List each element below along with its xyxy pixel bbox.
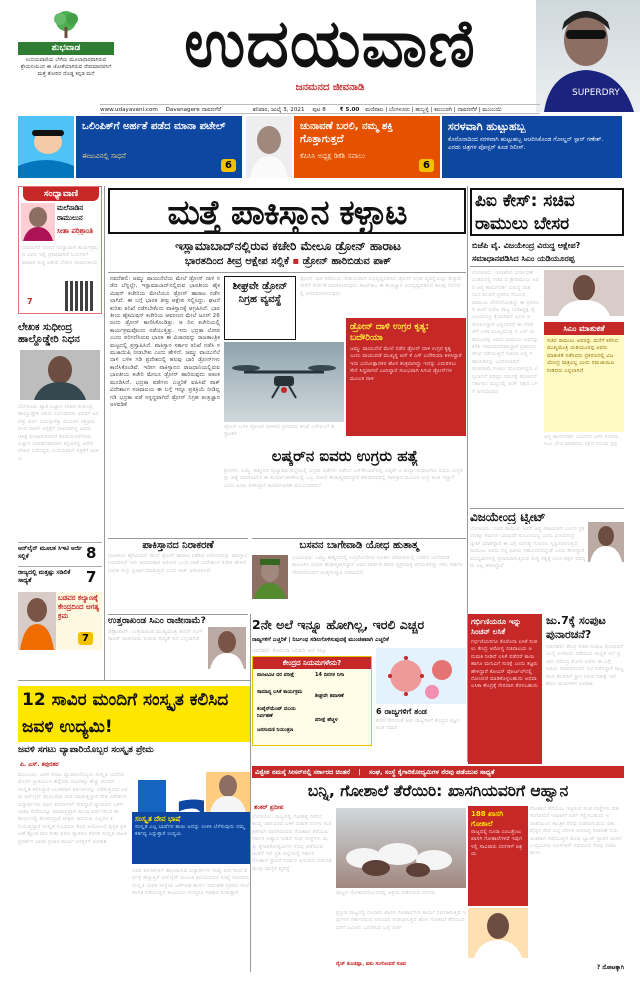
teaser-1-page[interactable]: 6 (221, 159, 236, 172)
sanskrit-quote-body: ಸಂಸ್ಕೃತ ಎಲ್ಲ ಭಾಷೆಗಳ ತಾಯಿ ಅದನ್ನು ಉಳಿಸಿ ಬೆಳೆಸುವುದು ನಮ್ಮ ಕರ್ತವ್ಯ ಎನ್ನುತ್ತಾರೆ ಉದ್ಯಮಿ (135, 824, 245, 838)
uttarakhand-body: ಡೆಹ್ರಾಡೂನ್: ಉತ್ತರಾಖಂಡ ಮುಖ್ಯಮಂತ್ರಿ ತೀರಥ್ ಸಿಂಗ್ ರಾವತ್ ರಾಜೀನಾಮೆ ನೀಡುವ ಸಾಧ್ಯತೆ ಇದೆ ಎನ್ನಲಾಗಿದೆ (108, 629, 203, 643)
teaser-2[interactable] (294, 116, 440, 178)
teaser-3-sub: ಕೊರೊನಾದಿಂದ ಸರಳವಾಗಿ ಹುಟ್ಟುಹಬ್ಬ ಆಚರಿಸಿಕೊಂಡ ಗೋಲ್ಡನ್ ಸ್ಟಾರ್ ಗಣೇಶ್‌. ಎರಡು ಚಿತ್ರಗಳ ಪೋಸ್ಟರ್ ಕೂಡ ರಿಲೀಸ್. (448, 136, 604, 151)
tree-logo-icon (52, 10, 80, 40)
lead-col-3: ಡ್ರೋನ್ ಬಳಸಿ ಸ್ಫೋಟಕ ಬೀಳಿಸಿದ ಪ್ರಕರಣದ ತನಿಖೆ ಎನ್‌ಐಎಗೆ ಹಸ್ತಾಂತರ (224, 424, 335, 438)
sanskrit-quote-box (132, 812, 250, 864)
minister-source: ನೈಜ್ ಕುಂಡಪ್ಪಾ, ಪಶು ಸಂಗೋಪನೆ ಸಚಿವ (336, 961, 407, 967)
uttarakhand-head: ಉತ್ತರಾಖಂಡ ಸಿಎಂ ರಾಜೀನಾಮೆ? (108, 616, 206, 626)
nirmala-page: 7 (78, 632, 93, 645)
left-badge-text: ಉದಯವಾಣಿಯ ಬೆಳೆಯ ಮೂಲಾಧಾರವಾಗಿರುವ ಶ್ರೇಯನಿಯಿಂದ ಈ ಜೋತೆಯಾಗಿರುವ ದೇವಮಾನವನಿಗೆ ಮತ್ತೆ ತೋರಿದ ದೊಡ್ಡ ಕನ್ನಡ ಮನೆ (20, 57, 112, 77)
teaser-1-title: ಒಲಿಂಪಿಕ್‌ಗೆ ಅರ್ಹತೆ ಪಡೆದ ಮಾನಾ ಪಟೇಲ್‌ (82, 121, 226, 132)
wave-col-1: ನವದೆಹಲಿ: ಕೊರೊನಾ ಎರಡನೇ ಅಲೆ ಇನ್ನೂ (252, 648, 327, 654)
sandhyavani-page[interactable]: 7 (27, 297, 33, 306)
nirmala-text: ಬಡವರ ಕಲ್ಯಾಣಕ್ಕೆ ಕೇಂದ್ರದಿಂದ ಅಗತ್ಯ ಕ್ರಮ (58, 594, 100, 620)
tagline-left: ವಿಶ್ವೇಶ ನಮಸ್ಕೆ ಸೀಸನ್‌ನಲ್ಲಿ ಸರ್ಕಾರದ ಚಿಂತನೆ (255, 768, 351, 776)
lead-deck-3: ಡ್ರೋನ್ ಹಾರಿಬಿಡುವ ಪಾಕ್ (302, 256, 391, 267)
sandhyavani-head: ಸಂಧ್ಯಾವಾಣಿ (23, 187, 99, 201)
nirmala-box[interactable] (18, 592, 102, 650)
sandhyavani-text: ದಾವಣಗೆರೆ ನಗರದ ಸಂಧ್ಯಾವಾಣಿ ಕಾರ್ಯಕ್ರಮದ ವಿವರ ಇಲ್ಲಿ ಪ್ರಕಟವಾಗಿದೆ ಓದುಗರಿಗೆ ಮಾಹಿತಿ ಸುದ್ದಿ ವಿಶೇಷ ಲೇಖನ ಸಂಪಾದಕೀಯ (22, 245, 98, 266)
brief-2-text: ರಾಜ್ಯದಲ್ಲಿ ಮತ್ತಷ್ಟು ಸಡಿಲಿಕೆ ಸಾಧ್ಯತೆ (18, 569, 71, 584)
uttarakhand (108, 614, 248, 670)
pia-headline: ಪಿಐ ಕೇಸ್: ಸಚಿವ ರಾಮುಲು ಬೇಸರ (470, 188, 624, 236)
sandhyavani-name: ಸೀತಾ ಪರಿಶ್ರಾಂತಿ (57, 227, 93, 235)
drone-box-text: ಶೀಘ್ರವೇ ಡ್ರೋನ್ ನಿಗ್ರಹ ವ್ಯವಸ್ಥೆ (232, 281, 288, 305)
page-count: ಪುಟ 8 (312, 107, 326, 113)
brief-1-text: ಆನ್‌ಲೈನ್ ಮೂಲಕ ಸಿಇಟಿ ಅರ್ಜಿ ಸಲ್ಲಿಕೆ (18, 545, 83, 560)
basava-head: ಬಸವನ ಬಾಗೇವಾಡಿ ಯೋಧ ಹುತಾತ್ಮ (299, 540, 419, 551)
cow-caption: ರಾಜ್ಯದ ಗೋಶಾಲೆಯೊಂದರಲ್ಲಿ ಆಶ್ರಯ ಪಡೆದಿರುವ ದನಗಳು (336, 890, 436, 896)
vijayendra-head: ವಿಜಯೇಂದ್ರ ಟ್ವೀಟ್ (470, 508, 624, 524)
obituary (18, 322, 102, 540)
site-url[interactable]: www.udayavani.com (100, 107, 158, 113)
sanskrit-headline: 12 ಸಾವಿರ ಮಂದಿಗೆ ಸಂಸ್ಕೃತ ಕಲಿಸಿದ ಜವಳಿ ಉದ್ಯಮಿ! (18, 686, 250, 742)
goshala-col-3: ಗೋಶಾಲೆ ತೆರೆಯಲು ಇಚ್ಛಿಸುವ ಸಂಘ ಸಂಸ್ಥೆಗಳು ಪಶು ಸಂಗೋಪನೆ ಇಲಾಖೆಗೆ ಅರ್ಜಿ ಸಲ್ಲಿಸಬಹುದು ಇಲಾಖೆಯಿಂದ ತಾಂತ್ರಿಕ ನೆರವು ನೀಡಲಾಗುವುದು ಪಶು ವೈದ್ಯರ ಸೇವೆ ಲಭ್ಯ ದನಗಳ ಆರೋಗ್ಯ ತಪಾಸಣೆ ನಿಯಮಿತವಾಗಿ ನಡೆಯುತ್ತದೆ ಮೇವು ಬ್ಯಾಂಕ್ ಸ್ಥಾಪನೆ ಚಿಂತನೆ ಉದ್ಯಮಿಗಳು ಸಿಎಸ್‌ಆರ್ ನಿಧಿಯಿಂದ ನೆರವು ನೀಡಬಹುದು (530, 806, 623, 857)
mini7-box (546, 614, 624, 764)
goshala-continued[interactable]: ? ನೋಟಕ್ಕಾಗಿ (596, 964, 624, 971)
wave-deck: ರಾಜ್ಯಗಳಿಗೆ ಎಚ್ಚರಿಕೆ | ನಿರ್ಬಂಧ ಸಡಿಲಗೊಳಿಸುವುದಕ್ಕೆ ಮುಂಚಿತವಾಗಿ ಎಚ್ಚರಿಕೆ (252, 637, 389, 643)
edition: Davanagere ದಾವಣಗೆರೆ (165, 107, 222, 113)
mini7-head: ಜು.7ಕ್ಕೆ ಸಂಪುಟ ಪುನಾರಚನೆ? (546, 614, 606, 641)
pia-deck-2: ಸಮಾಧಾನಪಡಿಸಿದ ಸಿಎಂ ಯಡಿಯೂರಪ್ಪ (472, 254, 575, 263)
drone-photo (224, 342, 344, 422)
state-team-head: 6 ರಾಜ್ಯಗಳಿಗೆ ತಂಡ (376, 707, 427, 716)
lead-col-1: ನವದೆಹಲಿ: ಜಮ್ಮು ವಾಯುನೆಲೆಯ ಮೇಲೆ ಡ್ರೋನ್ ದಾಳಿ ನಡೆದ ಬೆನ್ನಲ್ಲೇ, ಇಸ್ಲಾಮಾಬಾದ್‌ನಲ್ಲಿರುವ ಭಾರತೀಯ ಹೈಕಮಿಷನ್ ಕಚೇರಿಯ ಮೇಲೆಯೂ ಡ್ರೋನ್ ಹಾರಾಟ ನಡೆಸಲಾಗಿದೆ. ಈ ಬಗ್ಗೆ ಭಾರತ ತೀವ್ರ ಆಕ್ಷೇಪ ಸಲ್ಲಿಸಿದ್ದು, ಘಟನೆ ಕುರಿತು ತನಿಖೆ ನಡೆಸಬೇಕೆಂದು ಪಾಕಿಸ್ತಾನಕ್ಕೆ ಆಗ್ರಹಿಸಿದೆ. ಭಾರತೀಯ ಹೈಕಮಿಷನ್ ಕಚೇರಿಯ ಆವರಣದ ಮೇಲೆ ಜೂನ್ 26ರಂದು ಡ್ರೋನ್ ಕಾಣಿಸಿಕೊಂಡಿತ್ತು. ಆ ದಿನ ಕಚೇರಿಯಲ್ಲಿ ಕಾರ್ಯಕ್ರಮವೊಂದು ನಡೆಯುತ್ತಿತ್ತು. ಇದು ಭದ್ರತಾ ಲೋಪ ಎಂದು ಪರಿಗಣಿಸಿರುವ ಭಾರತ ಈ ವಿಚಾರವನ್ನು ರಾಜತಾಂತ್ರಿಕ ಮಟ್ಟದಲ್ಲಿ ಪ್ರಸ್ತಾಪಿಸಿದೆ. ಪಾಕಿಸ್ತಾನ ಸರ್ಕಾರ ತನಿಖೆ ನಡೆಸಿ ಸಮಜಾಯಿಷಿ ನೀಡಬೇಕು ಎಂದು ಹೇಳಿದೆ. ಜಮ್ಮು ವಾಯುನೆಲೆ ದಾಳಿ ಬಳಿಕ ಗಡಿ ಪ್ರದೇಶದಲ್ಲಿ ಹಲವು ಬಾರಿ ಡ್ರೋನ್‌ಗಳು ಕಾಣಿಸಿಕೊಂಡಿವೆ. ಇದೀಗ ಪಾಕಿಸ್ತಾನದ ರಾಜಧಾನಿಯಲ್ಲಿರುವ ಭಾರತೀಯ ಕಚೇರಿ ಮೇಲೂ ಡ್ರೋನ್ ಹಾರಿರುವುದು ಆತಂಕ ಮೂಡಿಸಿದೆ. ಭದ್ರತಾ ಪಡೆಗಳು ಎಚ್ಚರಿಕೆ ವಹಿಸಿವೆ ಪಾಕ್ ವಿದೇಶಾಂಗ ಸಚಿವಾಲಯ ಈ ಬಗ್ಗೆ ಇನ್ನೂ ಪ್ರತಿಕ್ರಿಯೆ ನೀಡಿಲ್ಲ ಗಡಿ ಭದ್ರತಾ ಪಡೆ ಸನ್ನದ್ಧವಾಗಿದೆ ಡ್ರೋನ್ ನಿಗ್ರಹ ತಂತ್ರಜ್ಞಾನ ಅಳವಡಿಕೆ (110, 276, 220, 408)
teaser-swimmer-photo (18, 116, 74, 178)
sanskrit-col-2: ಅವರ ತರಗತಿಗಳಿಗೆ ಹಾಜರಾಗುವ ವಿದ್ಯಾರ್ಥಿಗಳ ಸಂಖ್ಯೆ ವರ್ಷದಿಂದ ವರ್ಷಕ್ಕೆ ಹೆಚ್ಚುತ್ತಿದೆ ಆನ್‌ಲೈನ್ ಮೂಲಕ ಕಲಿಯುವವರ ಸಂಖ್ಯೆ ಸಾವಿರಾರು ಸಂಸ್ಕೃತ ಭಾರತಿ ಸಂಸ್ಥೆಯ ಜತೆಗೂಡಿ ಕಾರ್ಯ ನಿರ್ವಹಣೆ ಪ್ರತಿದಿನ ಸಂಜೆ ತರಗತಿ ನಡೆಯುತ್ತದೆ ಕುಟುಂಬದ ಸದಸ್ಯರೂ ಸಹಕಾರ ನೀಡುತ್ತಾರೆ (132, 868, 250, 897)
pregnant-body: ಗರ್ಭಿಣಿಯರಿಗೂ ಕೊರೊನಾ ಲಸಿಕೆ ನೀಡಲು ಕೇಂದ್ರ ಆರೋಗ್ಯ ಸಚಿವಾಲಯ ಅನುಮತಿ ನೀಡಿದೆ ಲಸಿಕೆ ಪಡೆದರೆ ತಾಯಿ ಹಾಗೂ ಮಗುವಿಗೆ ಸುರಕ್ಷೆ ಎಂದು ತಜ್ಞರು ಹೇಳಿದ್ದಾರೆ ಕೋವಿನ್ ಪೋರ್ಟಲ್‌ನಲ್ಲಿ ನೋಂದಣಿ ಮಾಡಿಕೊಳ್ಳಬಹುದು ಅಥವಾ ಲಸಿಕಾ ಕೇಂದ್ರಕ್ಕೆ ನೇರವಾಗಿ ತೆರಳಬಹುದು (471, 639, 539, 690)
lead-deck-row: ಭಾರತದಿಂದ ತೀವ್ರ ಆಕ್ಷೇಪ ಸಲ್ಲಿಕೆ ▪ ಡ್ರೋನ್ ಹಾರಿಬಿಡುವ ಪಾಕ್ (185, 256, 391, 267)
pregnant-head: ಗರ್ಭಿಣಿಯರೂ ಇನ್ನು ಸಿಂಚನ್ ಲಸಿಕೆ (471, 617, 522, 636)
rules-item-2: ಕಂಟೈನ್‌ಮೆಂಟ್ ವಲಯ ನಿರ್ವಹಣೆ (257, 706, 296, 719)
red-box (346, 318, 466, 436)
tagline-right: ಸಂಘ, ಸಂಸ್ಥೆ ಕೈಗಾರಿಕೋದ್ಯಮಿಗಳ ನೆರವು ಪಡೆಯುವ ಸಾಧ್ಯತೆ (368, 768, 495, 776)
red-box-body: ಜಮ್ಮು ವಾಯುನೆಲೆ ಮೇಲೆ ನಡೆದ ಡ್ರೋನ್ ದಾಳಿ ಉಗ್ರರ ಕೃತ್ಯ ಎಂದು ವಾಯುಪಡೆ ಮುಖ್ಯಸ್ಥ ಆರ್ ಕೆ ಎಸ್ ಬದೌರಿಯಾ ತಿಳಿಸಿದ್ದಾರೆ ಇದು ಭಯೋತ್ಪಾದಕರ ಹೊಸ ತಂತ್ರವಾಗಿದ್ದು ಇದನ್ನು ಎದುರಿಸಲು ಸೇನೆ ಸಿದ್ಧವಾಗಿದೆ ಎಂದಿದ್ದಾರೆ ಸುಲಭವಾಗಿ ಸಿಗುವ ಡ್ರೋನ್‌ಗಳ ಮೂಲಕ ದಾಳಿ (350, 346, 462, 382)
teaser-3-title: ಸರಳವಾಗಿ ಹುಟ್ಟುಹಬ್ಬ (448, 120, 526, 133)
svg-text:SUPERDRY: SUPERDRY (572, 88, 620, 98)
sandhyavani-box (18, 186, 102, 314)
pak-nirakarane-head: ಪಾಕಿಸ್ತಾನದ ನಿರಾಕರಣೆ (142, 540, 214, 551)
pia-col-3: ಆಪ್ತ ಕಾರ್ಯದರ್ಶಿ ಬಂಧನದ ಬಳಿಕ ಸಚಿವರು ಸಿಎಂ ಭೇಟಿ ಮಾಡಿದರು ಪಕ್ಷದ ನಿಲುವು ಸ್ಪಷ್ಟ (544, 434, 619, 448)
sanskrit-col-1: ಮುಂಬಯಿ: ಜವಳಿ ಸಗಟು ವ್ಯಾಪಾರಿಯೊಬ್ಬರು ಸಂಸ್ಕೃತ ಭಾಷೆಯ ಮೇಲಿನ ಪ್ರೀತಿಯಿಂದ ಹನ್ನೆರಡು ಸಾವಿರಕ್ಕೂ ಹೆಚ್ಚು ಮಂದಿಗೆ ಸಂಸ್ಕೃತ ಕಲಿಸಿದ್ದಾರೆ ಉಚಿತವಾಗಿ ತರಗತಿಗಳನ್ನು ನಡೆಸುತ್ತಿರುವ ಅವರು ಆನ್‌ಲೈನ್ ಮೂಲಕವೂ ಪಾಠ ಮಾಡುತ್ತಿದ್ದಾರೆ ದೇಶ ವಿದೇಶಗಳ ವಿದ್ಯಾರ್ಥಿಗಳು ಅವರ ತರಗತಿಗಳಿಗೆ ಸೇರಿದ್ದಾರೆ ವ್ಯಾಪಾರದ ಜತೆಗೆ ಭಾಷಾ ಸೇವೆಯನ್ನೂ ಮಾಡುತ್ತಿದ್ದಾರೆ ಹಲವು ವರ್ಷಗಳಿಂದ ಈ ಕಾರ್ಯದಲ್ಲಿ ತೊಡಗಿದ್ದಾರೆ ಮಕ್ಕಳು ಹಿರಿಯರು ಎಲ್ಲರೂ ಕಲಿಯುತ್ತಿದ್ದಾರೆ ಸಂಸ್ಕೃತ ಸಂಭಾಷಣ ಶಿಬಿರ ಆಯೋಜನೆ ಪುಸ್ತಕ ಪ್ರಕಟಣೆ ಶ್ಲೋಕ ಪಾಠ ಗೀತಾ ಪಠಣ ವ್ಯಾಕರಣ ತರಗತಿ ಸಂಸ್ಕೃತ ನಾಟಕ ಪ್ರದರ್ಶನ ಭಾಷಾ ಪ್ರಚಾರ ಕಾರ್ಯ ಆಸಕ್ತರಿಗೆ ಅವಕಾಶ (18, 772, 128, 845)
cm-box (544, 322, 624, 432)
masthead-title: ಉದಯವಾಣಿ (184, 4, 476, 82)
brief-2[interactable] (18, 566, 102, 588)
goshala-col-2: ಪ್ರಸ್ತುತ ರಾಜ್ಯದಲ್ಲಿ ನೂರಾರು ಖಾಸಗಿ ಗೋಶಾಲೆಗಳು ಕಾರ್ಯ ನಿರ್ವಹಿಸುತ್ತಿವೆ ಇವುಗಳಿಗೆ ಸರ್ಕಾರದಿಂದ ಅನುದಾನ ನೀಡಲಾಗುತ್ತಿದೆ ಹೊಸ ಗೋಶಾಲೆ ತೆರೆಯುವವರಿಗೆ ಜಮೀನು ಒದಗಿಸುವ ಬಗ್ಗೆ ಚರ್ಚೆ (336, 910, 466, 931)
dateline (100, 104, 540, 114)
vijayendra-body: ಬೆಂಗಳೂರು: ಸಚಿವ ರಾಮುಲು ಅವರ ಆಪ್ತ ಸಹಾಯಕನ ಬಂಧನ ಪ್ರಕರಣಕ್ಕೂ ತಮಗೂ ಯಾವುದೇ ಸಂಬಂಧವಿಲ್ಲ ಎಂದು ವಿಜಯೇಂದ್ರ ಟ್ವೀಟ್ ಮಾಡಿದ್ದಾರೆ ಈ ಬಗ್ಗೆ ಅನಗತ್ಯ ಗೊಂದಲ ಸೃಷ್ಟಿಸಲಾಗುತ್ತಿದೆ ರಾಮುಲು ಅವರು ನನ್ನ ಹಿರಿಯ ಸಹೋದರರಿದ್ದಂತೆ ಎಂದು ಹೇಳಿದ್ದಾರೆ ಮಾಧ್ಯಮಗಳಲ್ಲಿ ಪ್ರಸಾರವಾಗುತ್ತಿರುವ ಸುದ್ದಿ ಸತ್ಯಕ್ಕೆ ದೂರ ಪಕ್ಷದ ವರಿಷ್ಠರು ಎಲ್ಲ ತಿಳಿದಿದ್ದಾರೆ (470, 526, 586, 570)
cow-photo (336, 808, 466, 888)
rules-box (252, 656, 372, 746)
masthead (0, 0, 640, 118)
teaser-2-photo (246, 116, 292, 178)
lashkar-body: ಶ್ರೀನಗರ: ಜಮ್ಮು ಕಾಶ್ಮೀರದ ಪುಲ್ವಾಮಾ ಜಿಲ್ಲೆಯಲ್ಲಿ ಭದ್ರತಾ ಪಡೆಗಳು ನಡೆಸಿದ ಎನ್‌ಕೌಂಟರ್‌ನಲ್ಲಿ ಲಷ್ಕರ್ ಎ ತಯ್ಬಾ ಸಂಘಟನೆಯ ಐವರು ಉಗ್ರರನ್ನು ಹತ್ಯೆ ಮಾಡಲಾಗಿದೆ ಈ ಕಾರ್ಯಾಚರಣೆಯಲ್ಲಿ ಒಬ್ಬ ಯೋಧ ಹುತಾತ್ಮರಾಗಿದ್ದಾರೆ ಹತರಾದವರಲ್ಲಿ ಪಾಕಿಸ್ತಾನ ಮೂಲದ ಉಗ್ರ ಕೂಡ ಇದ್ದಾನೆ ಎಂದು ಐಜಿಪಿ ತಿಳಿಸಿದ್ದಾರೆ ಕಾರ್ಯಾಚರಣೆ ಮುಂದುವರಿದಿದೆ (224, 468, 463, 489)
brief-2-page: 7 (86, 568, 97, 586)
left-badge-label: ಶುಭವಾಡ (18, 42, 114, 55)
rules-item-4: 14 ದಿನಗಳ ನಿಗಾ (315, 672, 345, 678)
sanskrit-quote-head: ಸಂಸ್ಕೃತ ದೇವ ಭಾಷೆ (135, 815, 181, 823)
goshala-byline: ಶಂಕರ್ ಪ್ರದೀಪ (254, 804, 284, 811)
hero-photo (536, 0, 640, 112)
rules-item-6: ಪರೀಕ್ಷೆ ಹೆಚ್ಚಳ (315, 717, 338, 723)
issue-date: ಶನಿವಾರ, ಜುಲೈ 3, 2021 (252, 107, 305, 113)
cm-box-body: ಸಚಿವ ರಾಮುಲು ಅವರನ್ನು ಮನೆಗೆ ಕರೆಸಿದ ಮುಖ್ಯಮಂತ್ರಿ ಯಡಿಯೂರಪ್ಪ ಅವರು ಮಾತುಕತೆ ನಡೆಸಿದರು ಪ್ರಕರಣದಲ್ಲಿ ವಿಜಯೇಂದ್ರ ಪಾತ್ರವಿಲ್ಲ ಎಂದು ಸಮಜಾಯಿಷಿ ನೀಡಿದರು ಎನ್ನಲಾಗಿದೆ (547, 338, 619, 374)
goshala-box-head: 188 ಖಾಸಗಿ ಗೋಶಾಲೆ (471, 810, 504, 828)
obituary-headline: ಲೇಖಕ ಸುಧೀಂದ್ರ ಹಾಲ್ದೊಡ್ಡೇರಿ ನಿಧನ (18, 322, 80, 345)
tagline-bar: ವಿಶ್ವೇಶ ನಮಸ್ಕೆ ಸೀಸನ್‌ನಲ್ಲಿ ಸರ್ಕಾರದ ಚಿಂತನೆ | ಸಂಘ, ಸಂಸ್ಥೆ ಕೈಗಾರಿಕೋದ್ಯಮಿಗಳ ನೆರವು ಪಡೆಯುವ ಸಾಧ್ಯತೆ (252, 766, 624, 778)
pak-nirakarane-body: ಭಾರತೀಯ ಹೈಕಮಿಷನ್ ಮೇಲೆ ಡ್ರೋನ್ ಹಾರಾಟ ನಡೆಸಿದ ಆರೋಪವನ್ನು ಪಾಕಿಸ್ತಾನ ನಿರಾಕರಿಸಿದೆ ಇದು ಆಧಾರರಹಿತ ಆರೋಪ ಎಂದು ಪಾಕ್ ವಿದೇಶಾಂಗ ಕಚೇರಿ ಹೇಳಿದೆ ಭಾರತ ಸುಳ್ಳು ಪ್ರಚಾರ ಮಾಡುತ್ತಿದೆ ಎಂದು ಪಾಕ್ ಆರೋಪಿಸಿದೆ (108, 553, 248, 574)
ramulu-photo (544, 270, 624, 316)
minister-photo (468, 908, 528, 958)
cm-box-head: ಸಿಎಂ ಮಾತುಕತೆ (544, 322, 624, 335)
pia-col-1: ಬೆಂಗಳೂರು: ಇಲಾಖೆಯ ವರ್ಗಾವಣೆ ವಿಚಾರದಲ್ಲಿ ಸಚಿವ ಬಿ ಶ್ರೀರಾಮುಲು ಅವರ ಆಪ್ತ ಕಾರ್ಯದರ್ಶಿ ವಿರುದ್ಧ ದಾಖಲಾದ ವಂಚನೆ ಪ್ರಕರಣ ಸಂಬಂಧ ರಾಮುಲು ಬೇಸರಗೊಂಡಿದ್ದು ಈ ಪ್ರಕರಣದ ಹಿಂದೆ ಬಿಜೆಪಿ ರಾಜ್ಯ ಉಪಾಧ್ಯಕ್ಷ ವೈ ವಿಜಯೇಂದ್ರ ಕೈವಾಡವಿದೆ ಎಂದು ಆರೋಪಿಸಿದ್ದಾರೆ ಎನ್ನಲಾಗಿದೆ ಈ ಬೆಳವಣಿಗೆ ಬಳಿಕ ಮುಖ್ಯಮಂತ್ರಿ ಬಿ ಎಸ್ ಯಡಿಯೂರಪ್ಪ ಅವರು ರಾಮುಲು ಅವರನ್ನು ಕರೆಸಿ ಸಮಾಧಾನಪಡಿಸಿದ್ದಾರೆ ಪ್ರಕರಣದ ತನಿಖೆ ನಡೆಯುತ್ತಿದೆ ಸಚಿವರ ಆಪ್ತ ಸಹಾಯಕನನ್ನು ಬಂಧಿಸಲಾಗಿದೆ ರಾಜೀನಾಮೆ ನೀಡಲು ಮುಂದಾಗಿದ್ದರು ಎನ್ನಲಾಗಿದೆ ವರಿಷ್ಠರ ಗಮನಕ್ಕೆ ತರಲಾಗಿದೆ ಸರ್ಕಾರದ ಮಟ್ಟದಲ್ಲಿ ಚರ್ಚೆ ಪಕ್ಷದ ಒಳಗೆ ಅಸಮಾಧಾನ (472, 270, 540, 395)
left-badge-box (18, 10, 114, 110)
goshala-col-1: ಬೆಂಗಳೂರು: ರಾಜ್ಯದಲ್ಲಿ ಗೋಹತ್ಯೆ ನಿಷೇಧ ಕಾಯ್ದೆ ಜಾರಿಯಾದ ಬಳಿಕ ಬಿಡಾಡಿ ದನಗಳ ಸಂರಕ್ಷಣೆಗಾಗಿ ಖಾಸಗಿಯವರು ಗೋಶಾಲೆ ತೆರೆಯಲು ಸರ್ಕಾರ ಆಹ್ವಾನ ನೀಡಿದೆ ಸಂಘ ಸಂಸ್ಥೆಗಳು ಮತ್ತು ಕೈಗಾರಿಕೋದ್ಯಮಿಗಳ ನೆರವು ಪಡೆಯುವ ಚಿಂತನೆ ಇದೆ ಪ್ರತಿ ಜಿಲ್ಲೆಯಲ್ಲಿ ಸರ್ಕಾರಿ ಗೋಶಾಲೆ ಸ್ಥಾಪನೆ ನಿರ್ಧಾರ ಅನುದಾನ ಬಿಡುಗಡೆ ಮೇವು ಪೂರೈಕೆ ವ್ಯವಸ್ಥೆ (252, 814, 332, 872)
rules-item-5: ಶೀಘ್ರವೇ ತಪಾಸಣೆ (315, 693, 344, 699)
rules-item-0: ಪಾಸಿಟಿವಿಟಿ ದರ ಪರೀಕ್ಷೆ (257, 672, 295, 678)
uttarakhand-photo (208, 627, 246, 669)
teaser-2-sub: ಕೆಪಿಸಿಸಿ ಅಧ್ಯಕ್ಷ ಡಿಕೆಶಿ ಸವಾಲು (300, 152, 366, 160)
teaser-2-title: ಚುನಾವಣೆ ಬರಲಿ, ನಮ್ಮ ಶಕ್ತಿ ಗೊತ್ತಾಗುತ್ತದೆ (300, 121, 393, 145)
virus-photo (376, 648, 466, 704)
rules-item-1: ಸಾಮಾನ್ಯ ಲಸಿಕೆ ಕಾರ್ಯಕ್ರಮ (257, 689, 303, 695)
red-box-head: ಡ್ರೋನ್‌ ದಾಳಿ ಉಗ್ರರ ಕೃತ್ಯ: ಬದೌರಿಯಾ (350, 322, 430, 343)
wave-headline: 2ನೇ ಅಲೆ ಇನ್ನೂ ಹೋಗಿಲ್ಲ, ಇರಲಿ ಎಚ್ಚರ (252, 617, 425, 632)
teaser-3[interactable] (442, 116, 622, 178)
lashkar-headline: ಲಷ್ಕರ್‌ನ ಐವರು ಉಗ್ರರು ಹತ್ಯೆ (271, 447, 419, 465)
state-team-body: ಕೇರಳ ಸೇರಿದಂತೆ ಆರು ರಾಜ್ಯಗಳಿಗೆ ಕೇಂದ್ರದ ತಜ್ಞರ ತಂಡ ರವಾನೆ (376, 718, 460, 732)
lead-col-2: ಡ್ರೋನ್ ದಾಳಿ ತಡೆಯಲು ದೇಶೀಯವಾಗಿ ಅಭಿವೃದ್ಧಿಪಡಿಸಿದ ಡ್ರೋನ್ ನಿಗ್ರಹ ವ್ಯವಸ್ಥೆಯನ್ನು ಶೀಘ್ರವೇ ಸೇನೆಗೆ ಸೇರ್ಪಡೆ ಮಾಡಲಾಗುವುದು ಡಿಆರ್‌ಡಿಒ ಈ ತಂತ್ರಜ್ಞಾನ ಅಭಿವೃದ್ಧಿಪಡಿಸಿದೆ ಹಲವು ನೆಲೆಗಳಲ್ಲಿ ಅಳವಡಿಸಲಾಗುವುದು (300, 276, 462, 297)
drone-box-label (224, 276, 296, 340)
sanskrit-deck: ಜವಳಿ ಸಗಟು ವ್ಯಾಪಾರಿಯೊಬ್ಬರ ಸಂಸ್ಕೃತ ಪ್ರೇಮ (18, 745, 154, 755)
basava-body: ವಿಜಯಪುರ: ಜಮ್ಮು ಕಾಶ್ಮೀರದಲ್ಲಿ ಉಗ್ರರೊಂದಿಗಿನ ಗುಂಡಿನ ಚಕಮಕಿಯಲ್ಲಿ ಬಸವನ ಬಾಗೇವಾಡಿ ತಾಲೂಕಿನ ಯೋಧ ಹುತಾತ್ಮರಾಗಿದ್ದಾರೆ ಅವರ ಪಾರ್ಥಿವ ಶರೀರ ಸ್ವಗ್ರಾಮಕ್ಕೆ ಆಗಮಿಸಲಿದ್ದು ಸಕಲ ಸರ್ಕಾರಿ ಗೌರವದೊಂದಿಗೆ ಅಂತ್ಯಸಂಸ್ಕಾರ ನಡೆಯಲಿದೆ (292, 555, 463, 576)
goshala-box-body: ರಾಜ್ಯದಲ್ಲಿ ನೂರಾ ಎಂಬತ್ತೆಂಟು ಖಾಸಗಿ ಗೋಶಾಲೆಗಳಿವೆ ಇವುಗಳಲ್ಲಿ ಸಾವಿರಾರು ದನಗಳಿಗೆ ಆಶ್ರಯ (471, 829, 523, 858)
lead-deck-2: ಭಾರತದಿಂದ ತೀವ್ರ ಆಕ್ಷೇಪ ಸಲ್ಲಿಕೆ (185, 256, 289, 267)
mini7-body: ನವದೆಹಲಿ: ಕೇಂದ್ರ ಸಚಿವ ಸಂಪುಟ ಪುನಾರಚನೆ ಜುಲೈ ಏಳರಂದು ನಡೆಯುವ ಸಾಧ್ಯತೆ ಇದೆ ಪ್ರಧಾನಿ ನರೇಂದ್ರ ಮೋದಿ ಅವರು ಈ ಬಗ್ಗೆ ಹಿರಿಯ ಸಚಿವರೊಂದಿಗೆ ಸಭೆ ನಡೆಸಿದ್ದಾರೆ ರಾಜ್ಯದಿಂದ ಕೆಲವರಿಗೆ ಸ್ಥಾನ ಸಿಗುವ ನಿರೀಕ್ಷೆ ಇದೆ ಹೊಸ ಮುಖಗಳಿಗೆ ಅವಕಾಶ (546, 644, 624, 688)
goshala-box (468, 806, 528, 906)
nirmala-photo (18, 592, 56, 650)
masthead-tagline: ಜನಮನದ ಜೀವನಾಡಿ (295, 82, 365, 93)
sandhyavani-col1: ಮಲೆನಾಡಿನ (57, 204, 84, 212)
obituary-photo (20, 350, 100, 400)
brief-1-page: 8 (86, 544, 97, 562)
sanskrit-photo (206, 772, 250, 812)
goshala-headline: ಬನ್ನಿ, ಗೋಶಾಲೆ ತೆರೆಯಿರಿ: ಖಾಸಗಿಯವರಿಗೆ ಆಹ್ವಾನ (307, 782, 569, 800)
obituary-body: ಬೆಂಗಳೂರು ಖ್ಯಾತ ವಿಜ್ಞಾನ ಲೇಖಕ ಸುಧೀಂದ್ರ ಹಾಲ್ದೊಡ್ಡೇರಿ ಅವರು ನಿಧನರಾದರು ಅವರಿಗೆ ಅರವತ್ತು ವರ್ಷ ವಯಸ್ಸಾಗಿತ್ತು ಮೆದುಳಿನ ರಕ್ತಸ್ರಾವದಿಂದ ಖಾಸಗಿ ಆಸ್ಪತ್ರೆಗೆ ದಾಖಲಾಗಿದ್ದ ಅವರು ಚಿಕಿತ್ಸೆ ಫಲಕಾರಿಯಾಗದೆ ಕೊನೆಯುಸಿರೆಳೆದರು ವಿಜ್ಞಾನ ಸಂವಹನಕಾರರಾಗಿ ಕನ್ನಡದಲ್ಲಿ ಅನೇಕ ಲೇಖನ ಬರೆದಿದ್ದರು ಉದಯವಾಣಿ ಪತ್ರಿಕೆಗೆ ಅಂಕಣ (18, 404, 99, 462)
teaser-1-sub: ಈಜುವಿನಲ್ಲಿ ಸಾಧನೆ (82, 152, 126, 160)
sandhyavani-col2: ರಾಮುಲುನ (57, 214, 83, 222)
rules-box-head: ಕೇಂದ್ರದ ನಿಯಮಗಳೇನು? (253, 657, 371, 669)
edition-cities: ಮಣಿಪಾಲ | ಬೆಂಗಳೂರು | ಹುಬ್ಬಳ್ಳಿ | ಕಲಬುರಗಿ | ದಾವಣಗೆರೆ | ಮುಂಬಯಿ (365, 107, 502, 113)
soldier-photo (252, 555, 288, 599)
rules-item-3: ಜನಸಂದಣಿ ನಿಯಂತ್ರಣ (257, 727, 294, 733)
teaser-1[interactable] (76, 116, 242, 178)
teaser-bar (18, 116, 622, 178)
vijayendra-photo (588, 522, 624, 562)
brief-1[interactable] (18, 542, 102, 564)
qr-code-icon[interactable] (65, 281, 95, 311)
lead-deck-1: ಇಸ್ಲಾಮಾಬಾದ್‌ನಲ್ಲಿರುವ ಕಚೇರಿ ಮೇಲೂ ಡ್ರೋನ್‌ ಹಾರಾಟ (175, 239, 401, 253)
sanskrit-byline: ಪಿ. ಎಸ್. ಕವುರತರ (20, 761, 59, 768)
pregnant-vaccine (468, 614, 542, 764)
pak-nirakarane (108, 538, 248, 612)
pia-deck-1: ಬಿಜೆಪಿ ವೈ. ವಿಜಯೇಂದ್ರ ವಿರುದ್ಧ ಆಕ್ಷೇಪ? (472, 241, 581, 250)
price: ₹ 5.00 (339, 107, 360, 113)
basava (252, 538, 466, 612)
sandhyavani-photo (21, 203, 55, 241)
lead-headline: ಮತ್ತೆ ಪಾಕಿಸ್ತಾನ ಕಳ್ಳಾಟ (108, 188, 466, 234)
teaser-2-page[interactable]: 6 (419, 159, 434, 172)
